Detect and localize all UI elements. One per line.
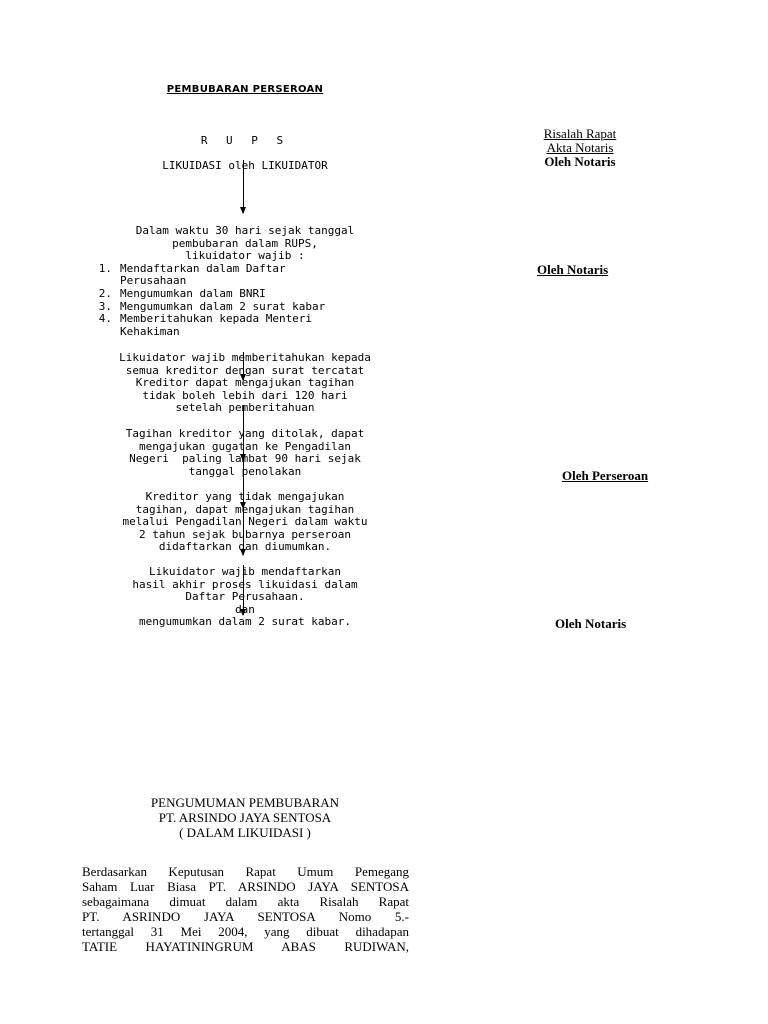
step-1-intro-line: pembubaran dalam RUPS, — [172, 236, 318, 250]
rups-label: R U P S — [200, 134, 290, 147]
announcement-body-line: tertanggal 31 Mei 2004, yang dibuat dihadapan — [82, 924, 409, 939]
step-2-line: Likuidator wajib memberitahukan kepada — [119, 351, 371, 364]
step-4-box — [80, 491, 410, 554]
page-title: PEMBUBARAN PERSEROAN — [166, 84, 324, 95]
step-3-line: Tagihan kreditor yang ditolak, dapat — [125, 427, 365, 440]
step-4-line: tagihan, dapat mengajukan tagihan — [135, 502, 355, 516]
step-2-line: tidak boleh lebih dari 120 hari — [142, 388, 348, 402]
step-1-box — [80, 225, 410, 338]
list-item-text: Mendaftarkan dalam Daftar — [120, 261, 286, 275]
step-2-box — [80, 352, 410, 415]
step-5-line: hasil akhir proses likuidasi dalam — [132, 577, 358, 591]
announcement-heading-line: ( DALAM LIKUIDASI ) — [179, 825, 311, 840]
note-oleh-perseroan: Oleh Perseroan — [562, 468, 649, 483]
note-akta-line: Akta Notaris — [546, 140, 614, 155]
announcement-heading-line: PT. ARSINDO JAYA SENTOSA — [158, 810, 332, 825]
announcement-body-line: Berdasarkan Keputusan Rapat Umum Pemegang — [82, 864, 409, 879]
step-5-line: mengumumkan dalam 2 surat kabar. — [139, 615, 351, 629]
announcement-body-line: Saham Luar Biasa PT. ARSINDO JAYA SENTOSA — [82, 879, 409, 894]
step-4-line: melalui Pengadilan Negeri dalam waktu — [122, 515, 368, 529]
step-5-line: dan — [235, 602, 255, 616]
list-item-number: 3. — [98, 299, 112, 313]
step-1-intro-line: Dalam waktu 30 hari sejak tanggal — [135, 224, 355, 237]
step-5-box — [80, 566, 410, 629]
announcement-heading — [100, 795, 390, 840]
step-1-intro-line: likuidator wajib : — [185, 249, 305, 263]
announcement-body-line: sebagaimana dimuat dalam akta Risalah Rapat — [82, 894, 409, 909]
list-item-text: Memberitahukan kepada Menteri — [120, 312, 313, 326]
step-4-line: 2 tahun sejak bubarnya perseroan — [139, 527, 351, 541]
note-risalah — [520, 127, 640, 169]
flow-arrow-1 — [243, 160, 244, 213]
step-5-line: Likuidator wajib mendaftarkan — [148, 565, 342, 578]
list-item — [86, 288, 410, 301]
announcement-heading-line: PENGUMUMAN PEMBUBARAN — [150, 795, 340, 810]
note-oleh-notaris: Oleh Notaris — [544, 154, 616, 169]
step-3-line: Negeri paling lambat 90 hari sejak — [129, 452, 361, 466]
step-1-list — [86, 263, 410, 339]
note-oleh-notaris-3: Oleh Notaris — [555, 616, 627, 631]
step-3-line: tanggal penolakan — [188, 464, 302, 478]
step-3-line: mengajukan gugatan ke Pengadilan — [139, 439, 351, 453]
step-5-line: Daftar Perusahaan. — [185, 590, 305, 604]
note-risalah-line: Risalah Rapat — [543, 126, 617, 141]
step-1-intro — [80, 225, 410, 263]
note-oleh-notaris-2: Oleh Notaris — [537, 262, 609, 277]
list-item-number: 2. — [98, 286, 112, 300]
step-2-line: semua kreditor dengan surat tercatat — [125, 363, 365, 377]
announcement-body — [82, 864, 409, 954]
step-4-line: Kreditor yang tidak mengajukan — [145, 490, 345, 503]
step-4-line: didaftarkan dan diumumkan. — [158, 540, 332, 554]
list-item-text: Mengumumkan dalam BNRI — [120, 286, 266, 300]
likuidasi-label: LIKUIDASI oleh LIKUIDATOR — [162, 159, 328, 172]
list-item-number: 4. — [98, 312, 112, 326]
step-2-line: Kreditor dapat mengajukan tagihan — [135, 376, 355, 390]
list-item — [86, 313, 410, 338]
list-item-text: Mengumumkan dalam 2 surat kabar — [120, 299, 326, 313]
step-2-line: setelah pemberitahuan — [175, 401, 315, 415]
list-item-text: Kehakiman — [120, 324, 180, 338]
list-item-text: Perusahaan — [120, 274, 187, 288]
step-3-box — [80, 428, 410, 478]
announcement-body-line: TATIE HAYATININGRUM ABAS RUDIWAN, — [82, 939, 409, 954]
list-item — [86, 263, 410, 288]
announcement-body-line: PT. ASRINDO JAYA SENTOSA Nomo 5.- — [82, 909, 409, 924]
list-item-number: 1. — [98, 261, 112, 275]
